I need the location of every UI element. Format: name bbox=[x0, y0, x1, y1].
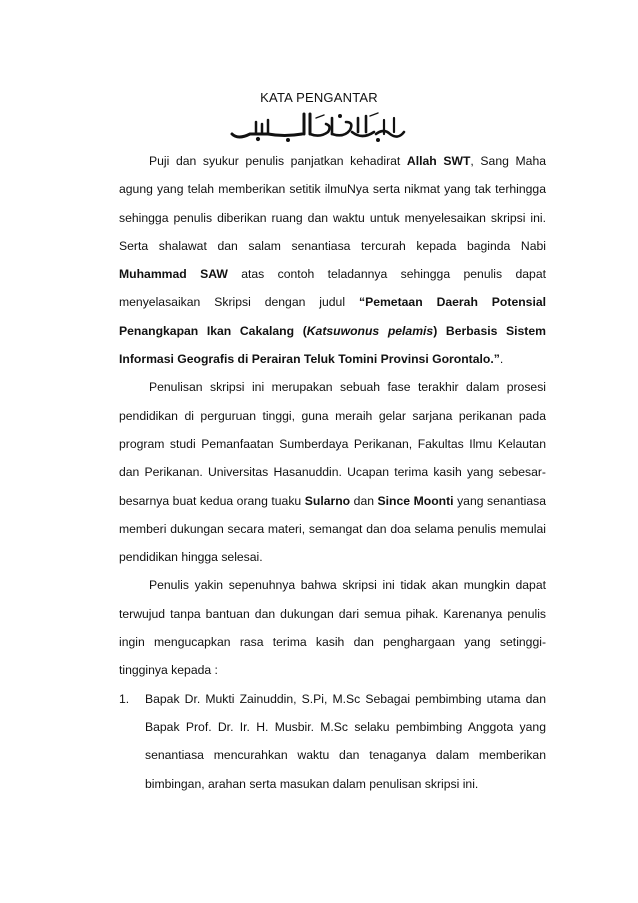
bold-text: “Pemetaan Daerah Potensial Penangkapan Ikan Cakalang ( bbox=[119, 295, 546, 338]
paragraph bbox=[119, 571, 546, 684]
bold-text: ) Berbasis Sistem Informasi Geografis di Perairan Teluk Tomini Provinsi Gorontalo.” bbox=[119, 323, 546, 367]
acknowledgement-list bbox=[119, 685, 546, 798]
body-text bbox=[119, 147, 546, 798]
bold-text: Allah SWT bbox=[406, 154, 471, 168]
text-segment: yang senantiasa memberi dukungan secara materi, semangat dan doa selama penulis memulai pendidikan hingga selesai. bbox=[119, 493, 547, 565]
basmala-calligraphy-icon bbox=[228, 110, 408, 142]
list-item-number: 1. bbox=[119, 691, 130, 706]
list-item-text: Bapak Dr. Mukti Zainuddin, S.Pi, M.Sc Sebagai pembimbing utama dan Bapak Prof. Dr. Ir. H. Musbir. M.Sc selaku pembimbing Anggota yang senantiasa mencurahkan waktu dan tenaganya dalam memberikan bimbingan, arahan serta masukan dalam penulisan skripsi ini. bbox=[145, 691, 546, 791]
text-segment: Penulis yakin sepenuhnya bahwa skripsi ini tidak akan mungkin dapat terwujud tanpa bantuan dan dukungan dari semua pihak. Karenanya penulis ingin mengucapkan rasa terima kasih dan penghargaan yang setinggi-tingginya kepada : bbox=[119, 578, 546, 678]
bold-text: Sularno bbox=[304, 493, 351, 508]
text-segment: atas contoh teladannya sehingga penulis dapat menyelasaikan Skripsi dengan judul bbox=[119, 267, 546, 310]
text-segment: , Sang Maha agung yang telah memberikan setitik ilmuNya serta nikmat yang tak terhingga sehingga penulis diberikan ruang dan waktu untuk menyelesaikan skripsi ini. Serta shalawat dan salam senantiasa tercurah kepada baginda Nabi bbox=[119, 154, 547, 253]
bold-text: Katsuwonus pelamis bbox=[306, 323, 434, 338]
text-segment: . bbox=[499, 352, 504, 367]
text-segment: dan bbox=[350, 493, 378, 508]
text-segment: Puji dan syukur penulis panjatkan kehadirat bbox=[149, 154, 407, 168]
list-item bbox=[119, 685, 546, 798]
paragraph bbox=[119, 373, 546, 571]
paragraph bbox=[119, 147, 546, 373]
text-segment: Penulisan skripsi ini merupakan sebuah fase terakhir dalam prosesi pendidikan di perguruan tinggi, guna meraih gelar sarjana perikanan pada program studi Pemanfaatan Sumberdaya Perikanan, Fakultas Ilmu Kelautan dan Perikanan. Universitas Hasanuddin. Ucapan terima kasih yang sebesar-besarnya buat kedua orang tuaku bbox=[119, 380, 546, 508]
page-title: KATA PENGANTAR bbox=[260, 90, 378, 105]
bold-text: Muhammad SAW bbox=[119, 267, 228, 282]
bold-text: Since Moonti bbox=[377, 493, 454, 508]
